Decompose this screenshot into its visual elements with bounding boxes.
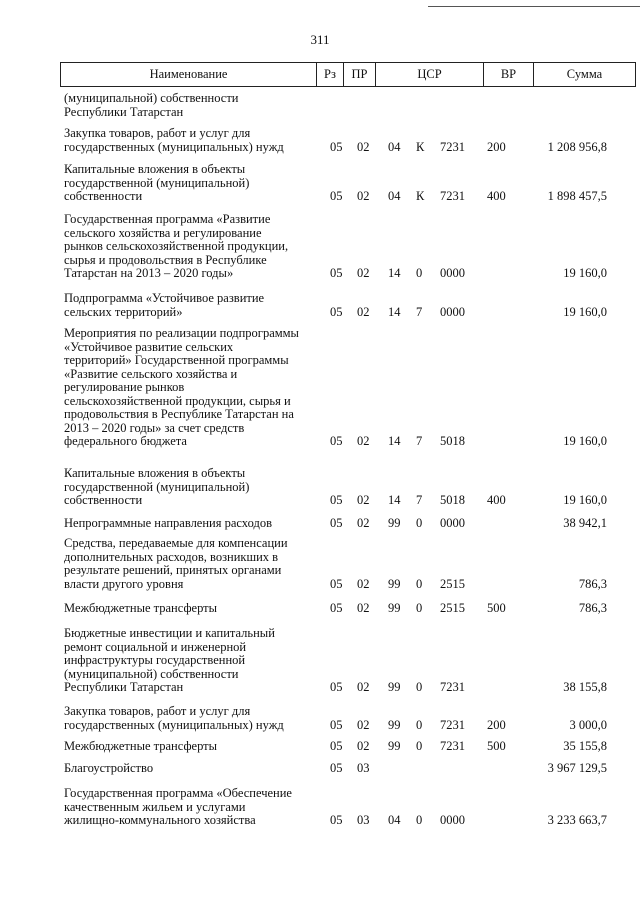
cell-rz: 05 — [330, 266, 343, 280]
cell-pr: 03 — [357, 761, 370, 775]
row-name-line: сельского хозяйства и регулирование — [64, 225, 262, 240]
cell-pr: 02 — [357, 576, 370, 591]
cell-c3: 0000 — [440, 266, 465, 280]
cell-pr: 02 — [357, 516, 370, 530]
cell-c1: 99 — [388, 516, 401, 530]
table-row — [0, 127, 640, 154]
row-name-line: Благоустройство — [64, 761, 154, 775]
cell-pr: 02 — [357, 189, 370, 203]
cell-vr: 200 — [487, 717, 506, 732]
cell-rz: 05 — [330, 434, 343, 448]
row-name — [64, 740, 312, 754]
cell-c1: 14 — [388, 304, 401, 319]
cell-sum: 786,3 — [578, 576, 607, 591]
cell-pr: 03 — [357, 813, 370, 827]
table-row — [0, 327, 640, 449]
cell-rz: 05 — [330, 680, 343, 694]
row-name — [64, 705, 312, 732]
cell-vr: 200 — [487, 139, 506, 154]
row-name — [64, 537, 312, 591]
cell-sum: 38 155,8 — [563, 680, 607, 694]
row-name-line: Государственная программа «Обеспечение — [64, 786, 292, 800]
cell-c1: 04 — [388, 189, 401, 203]
cell-c2: К — [416, 139, 425, 154]
row-name — [64, 127, 312, 154]
row-name — [64, 787, 312, 828]
row-name-line: государственной (муниципальной) — [64, 479, 250, 494]
cell-c3: 2515 — [440, 601, 465, 615]
table-row — [0, 163, 640, 204]
row-name-line: Непрограммные направления расходов — [64, 516, 272, 530]
row-name-line: собственности — [64, 493, 143, 507]
cell-sum: 19 160,0 — [563, 493, 607, 507]
cell-c2: 0 — [416, 601, 423, 615]
row-name-line: результате решений, принятых органами — [64, 563, 282, 577]
row-name-line: сырья и продовольствия в Республике — [64, 252, 267, 267]
cell-c2: 0 — [416, 813, 423, 827]
cell-rz: 05 — [330, 601, 343, 615]
cell-pr: 02 — [357, 493, 370, 507]
row-name-line: инфраструктуры государственной — [64, 653, 246, 667]
cell-c2: 7 — [416, 434, 423, 448]
cell-c1: 04 — [388, 813, 401, 827]
cell-c3: 0000 — [440, 304, 465, 319]
row-name-line: Средства, передаваемые для компенсации — [64, 536, 288, 550]
row-name-line: сельских территорий» — [64, 304, 183, 319]
row-name-line: Республики Татарстан — [64, 104, 184, 119]
cell-c3: 0000 — [440, 516, 465, 530]
row-name — [64, 627, 312, 695]
cell-c3: 0000 — [440, 813, 465, 827]
cell-pr: 02 — [357, 139, 370, 154]
table-row — [0, 537, 640, 591]
table-row — [0, 292, 640, 319]
table-row — [0, 213, 640, 281]
cell-sum: 1 898 457,5 — [547, 189, 607, 203]
row-name-line: «Устойчивое развитие сельских — [64, 339, 234, 354]
cell-rz: 05 — [330, 813, 343, 827]
cell-sum: 3 967 129,5 — [547, 761, 607, 775]
row-name-line: (муниципальной) собственности — [64, 666, 239, 681]
cell-c2: 7 — [416, 304, 423, 319]
row-name — [64, 762, 312, 776]
cell-pr: 02 — [357, 680, 370, 694]
header-sum: Сумма — [533, 62, 636, 87]
table-row — [0, 467, 640, 508]
cell-sum: 1 208 956,8 — [547, 139, 607, 154]
row-name-line: власти другого уровня — [64, 576, 184, 591]
row-name — [64, 517, 312, 531]
row-name — [64, 92, 312, 119]
row-name — [64, 213, 312, 281]
cell-c2: К — [416, 189, 425, 203]
cell-sum: 3 000,0 — [569, 717, 607, 732]
cell-c1: 14 — [388, 434, 401, 448]
row-name — [64, 292, 312, 319]
header-pr: ПР — [343, 62, 376, 87]
cell-sum: 38 942,1 — [563, 516, 607, 530]
cell-sum: 19 160,0 — [563, 266, 607, 280]
row-name-line: ремонт социальной и инженерной — [64, 639, 247, 654]
row-name-line: регулирование рынков — [64, 380, 185, 394]
row-name — [64, 163, 312, 204]
header-rz: Рз — [316, 62, 344, 87]
row-name-line: Татарстан на 2013 – 2020 годы» — [64, 266, 234, 280]
row-name — [64, 467, 312, 508]
row-name-line: федерального бюджета — [64, 434, 187, 448]
row-name-line: Закупка товаров, работ и услуг для — [64, 704, 251, 718]
table-row — [0, 762, 640, 776]
cell-c2: 0 — [416, 576, 423, 591]
top-rule — [428, 6, 640, 7]
row-name-line: Мероприятия по реализации подпрограммы — [64, 326, 299, 340]
row-name-line: жилищно-коммунального хозяйства — [64, 813, 256, 827]
cell-c1: 14 — [388, 266, 401, 280]
cell-c2: 0 — [416, 516, 423, 530]
cell-pr: 02 — [357, 434, 370, 448]
row-name-line: (муниципальной) собственности — [64, 91, 239, 105]
row-name-line: Государственная программа «Развитие — [64, 212, 271, 226]
cell-rz: 05 — [330, 189, 343, 203]
cell-c1: 14 — [388, 493, 401, 507]
cell-c3: 7231 — [440, 139, 465, 154]
cell-rz: 05 — [330, 761, 343, 775]
row-name-line: рынков сельскохозяйственной продукции, — [64, 239, 289, 253]
table-row — [0, 517, 640, 531]
cell-pr: 02 — [357, 739, 370, 753]
cell-sum: 786,3 — [578, 601, 607, 615]
cell-rz: 05 — [330, 493, 343, 507]
cell-c1: 99 — [388, 601, 401, 615]
cell-c2: 0 — [416, 739, 423, 753]
cell-c2: 0 — [416, 266, 423, 280]
cell-sum: 35 155,8 — [563, 739, 607, 753]
row-name-line: качественным жильем и услугами — [64, 799, 246, 814]
cell-sum: 19 160,0 — [563, 434, 607, 448]
row-name-line: Бюджетные инвестиции и капитальный — [64, 626, 275, 640]
cell-c2: 7 — [416, 493, 423, 507]
row-name-line: Закупка товаров, работ и услуг для — [64, 126, 251, 140]
cell-c1: 04 — [388, 139, 401, 154]
row-name-line: продовольствия в Республике Татарстан на — [64, 407, 294, 421]
cell-pr: 02 — [357, 601, 370, 615]
table-row — [0, 740, 640, 754]
row-name-line: 2013 – 2020 годы» за счет средств — [64, 420, 245, 435]
page-number: 311 — [310, 32, 330, 47]
cell-vr: 400 — [487, 189, 506, 203]
table-row — [0, 787, 640, 828]
row-name-line: территорий» Государственной программы — [64, 353, 289, 367]
cell-c3: 7231 — [440, 189, 465, 203]
cell-sum: 3 233 663,7 — [547, 813, 607, 827]
cell-pr: 02 — [357, 266, 370, 280]
table-row — [0, 602, 640, 616]
row-name-line: государственных (муниципальных) нужд — [64, 717, 284, 732]
table-row — [0, 627, 640, 695]
row-name-line: Межбюджетные трансферты — [64, 601, 218, 615]
cell-c3: 7231 — [440, 717, 465, 732]
cell-c2: 0 — [416, 680, 423, 694]
cell-c2: 0 — [416, 717, 423, 732]
cell-rz: 05 — [330, 576, 343, 591]
row-name — [64, 327, 312, 449]
row-name-line: «Развитие сельского хозяйства и — [64, 366, 238, 381]
row-name-line: государственной (муниципальной) — [64, 175, 250, 190]
header-csr: ЦСР — [375, 62, 484, 87]
cell-rz: 05 — [330, 516, 343, 530]
table-row — [0, 705, 640, 732]
row-name-line: Капитальные вложения в объекты — [64, 162, 246, 176]
row-name — [64, 602, 312, 616]
cell-c3: 5018 — [440, 493, 465, 507]
cell-rz: 05 — [330, 717, 343, 732]
row-name-line: собственности — [64, 189, 143, 203]
row-name-line: сельскохозяйственной продукции, сырья и — [64, 393, 291, 408]
cell-c1: 99 — [388, 717, 401, 732]
cell-rz: 05 — [330, 304, 343, 319]
cell-c3: 5018 — [440, 434, 465, 448]
cell-vr: 400 — [487, 493, 506, 507]
cell-c1: 99 — [388, 680, 401, 694]
cell-c3: 7231 — [440, 739, 465, 753]
cell-c1: 99 — [388, 739, 401, 753]
header-vr: ВР — [483, 62, 534, 87]
cell-sum: 19 160,0 — [563, 304, 607, 319]
cell-pr: 02 — [357, 717, 370, 732]
table-row — [0, 92, 640, 119]
cell-pr: 02 — [357, 304, 370, 319]
cell-rz: 05 — [330, 139, 343, 154]
cell-c1: 99 — [388, 576, 401, 591]
row-name-line: Капитальные вложения в объекты — [64, 466, 246, 480]
row-name-line: государственных (муниципальных) нужд — [64, 139, 284, 154]
row-name-line: Подпрограмма «Устойчивое развитие — [64, 291, 265, 305]
cell-rz: 05 — [330, 739, 343, 753]
cell-vr: 500 — [487, 601, 506, 615]
row-name-line: дополнительных расходов, возникших в — [64, 549, 279, 564]
row-name-line: Межбюджетные трансферты — [64, 739, 218, 753]
header-name: Наименование — [60, 62, 317, 87]
row-name-line: Республики Татарстан — [64, 680, 184, 694]
cell-vr: 500 — [487, 739, 506, 753]
cell-c3: 2515 — [440, 576, 465, 591]
cell-c3: 7231 — [440, 680, 465, 694]
